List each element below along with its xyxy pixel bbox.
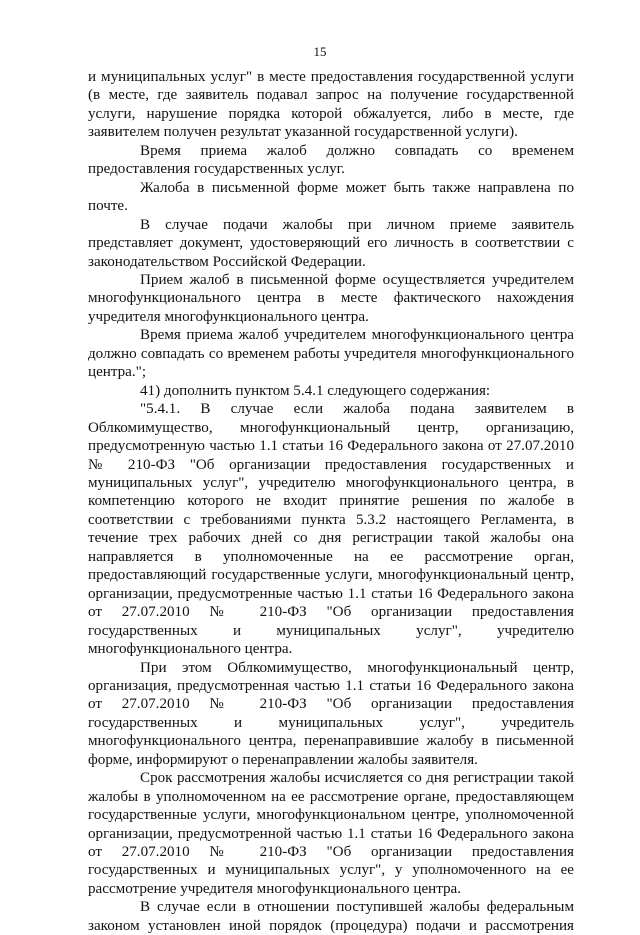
paragraph: Время приема жалоб учредителем многофункционального центра должно совпадать со временем работы учредителя многофункционального центра."; <box>88 327 574 381</box>
document-body <box>88 68 574 935</box>
page-number: 15 <box>313 44 327 59</box>
paragraph-continues-next-page: В случае если в отношении поступившей жалобы федеральным законом установлен иной порядок (процедура) подачи и рассмотрения <box>88 899 574 934</box>
paragraph: Прием жалоб в письменной форме осуществляется учредителем многофункционального центра в месте фактического нахождения учредителя многофункционального центра. <box>88 271 574 325</box>
paragraph: При этом Облкомимущество, многофункциональный центр, организация, предусмотренная частью 1.1 статьи 16 Федерального закона от 27.07.2010 № 210-ФЗ "Об организации предоставления государственных и муниципальных услуг", учредитель многофункционального центра, перенаправившие жалобу в письменной форме, информируют о перенаправлении жалобы заявителя. <box>88 659 574 768</box>
paragraph-quoted-clause: "5.4.1. В случае если жалоба подана заявителем в Облкомимущество, многофункциональный центр, организацию, предусмотренную частью 1.1 статьи 16 Федерального закона от 27.07.2010 № 210-ФЗ "Об организации предоставления государственных и муниципальных услуг", учредителю многофункционального центра, в компетенцию которого не входит принятие решения по жалобе в соответствии с требованиями пункта 5.3.2 настоящего Регламента, в течение трех рабочих дней со дня регистрации такой жалобы она направляется в уполномоченные на ее рассмотрение орган, предоставляющий государственные услуги, многофункциональный центр, организации, предусмотренные частью 1.1 статьи 16 Федерального закона от 27.07.2010 № 210-ФЗ "Об организации предоставления государственных и муниципальных услуг", учредителю многофункционального центра. <box>88 401 574 658</box>
paragraph: Жалоба в письменной форме может быть также направлена по почте. <box>88 179 574 215</box>
paragraph: Срок рассмотрения жалобы исчисляется со дня регистрации такой жалобы в уполномоченном на ее рассмотрение органе, предоставляющем государственные услуги, многофункциональном центре, уполномоченной организации, предусмотренной частью 1.1 статьи 16 Федерального закона от 27.07.2010 № 210-ФЗ "Об организации предоставления государственных и муниципальных услуг", у уполномоченного на ее рассмотрение учредителя многофункционального центра. <box>88 770 574 897</box>
paragraph: В случае подачи жалобы при личном приеме заявитель представляет документ, удостоверяющий его личность в соответствии с законодательством Российской Федерации. <box>88 216 574 270</box>
paragraph: Время приема жалоб должно совпадать со временем предоставления государственных услуг. <box>88 142 574 178</box>
paragraph-amendment-item: 41) дополнить пунктом 5.4.1 следующего содержания: <box>140 382 491 399</box>
paragraph-continuation: и муниципальных услуг" в месте предоставления государственной услуги (в месте, где заявитель подавал запрос на получение государственной услуги, нарушение порядка которой обжалуется, либо в месте, где заявителем получен результат указанной государственной услуги). <box>88 69 574 141</box>
